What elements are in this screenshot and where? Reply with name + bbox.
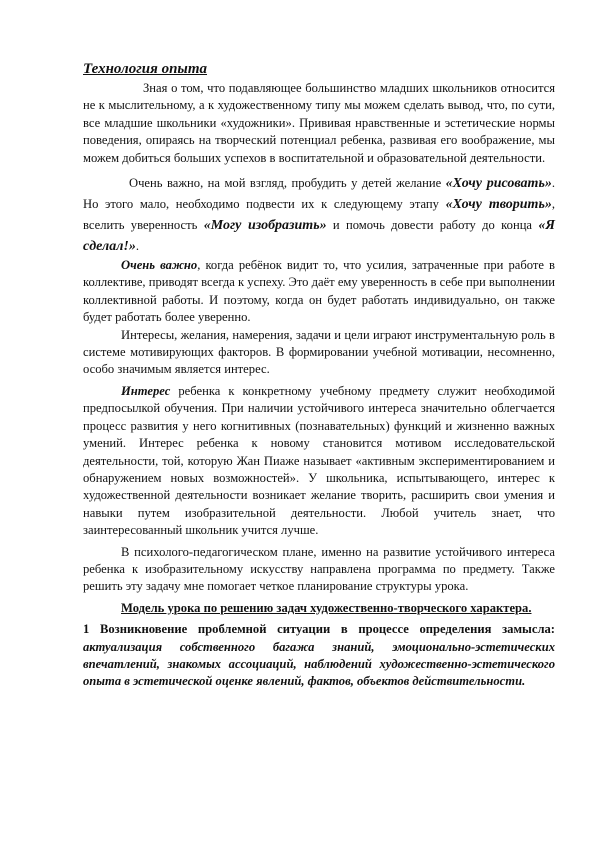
paragraph-important xyxy=(83,257,555,327)
p2-emphasis-i-did: «Я сделал!» xyxy=(83,218,556,255)
p5-lead: Интерес xyxy=(121,383,171,398)
model-heading: Модель урока по решению задач художественно-творческого характера. xyxy=(121,600,532,615)
paragraph-interests: Интересы, желания, намерения, задачи и цели играют инструментальную роль в системе мотивирующих факторов. В формировании учебной мотивации, несомненно, особо значимым является интерес. xyxy=(83,327,555,377)
p5-rest: ребенка к конкретному учебному предмету служит необходимой предпосылкой обучения. При наличии устойчивого интереса значительно облегчается процесс развития у него когнитивных (познавательных) функций и жизненно важных умений. Интерес ребенка к новому становится мотивом исследовательской деятельности, той, которую Жан Пиаже называет «активным экспериментированием и обнаружением новых возможностей». У школьника, испытывающего, интерес к художественной деятельности возникает желание творить, расширить свои умения и навыки путем изобразительной деятельности. Любой учитель знает, что заинтересованный школьник учится лучше. xyxy=(83,383,555,538)
paragraph-desire xyxy=(83,173,555,257)
p3-lead: Очень важно xyxy=(121,258,198,273)
model-item-1 xyxy=(83,621,555,691)
p2-text-2: . Но этого мало, необходимо подвести их к следующему этапу xyxy=(83,176,555,212)
document-title: Технология опыта xyxy=(83,61,208,77)
item1-lead: 1 Возникновение проблемной ситуации в процессе определения замысла: xyxy=(83,622,555,637)
p2-emphasis-can-draw: «Могу изобразить» xyxy=(203,218,327,234)
paragraph-interest xyxy=(83,383,555,540)
p2-text-1: Очень важно, на мой взгляд, пробудить у детей желание xyxy=(129,176,446,191)
paragraph-intro: Зная о том, что подавляющее большинство младших школьников относится не к мыслительному, а к художественному типу мы можем сделать вывод, что, по сути, все младшие школьники «художники». Прививая нравственные и эстетические нормы поведения, опираясь на творческий потенциал ребенка, развивая его воображение, мы можем добиться больших успехов в воспитательной и образовательной деятельности. xyxy=(83,81,555,165)
p2-text-4: и помочь довести работу до конца xyxy=(326,218,539,233)
item1-rest: актуализация собственного багажа знаний, эмоционально-эстетических впечатлений, знакомых ассоциаций, наблюдений художественно-эстетического опыта в эстетической оценке явлений, фактов, объектов действительности. xyxy=(83,639,555,689)
p2-text-5: . xyxy=(135,239,139,254)
p2-emphasis-want-create: «Хочу творить» xyxy=(445,197,552,213)
p3-rest: , когда ребёнок видит то, что усилия, затраченные при работе в коллективе, приводят всегда к успеху. Это даёт ему уверенность в себе при выполнении коллективной работы. И поэтому, когда он будет работать индивидуально, он также будет работать более уверенно. xyxy=(83,258,556,325)
p2-text-3: , вселить уверенность xyxy=(83,197,556,233)
document-page xyxy=(83,58,555,691)
paragraph-program: В психолого-педагогическом плане, именно на развитие устойчивого интереса ребенка к изобразительному искусству направлена программа по предмету. Также решить эту задачу мне помогает четкое планирование структуры урока. xyxy=(83,544,555,594)
p2-emphasis-want-draw: «Хочу рисовать» xyxy=(445,176,552,192)
